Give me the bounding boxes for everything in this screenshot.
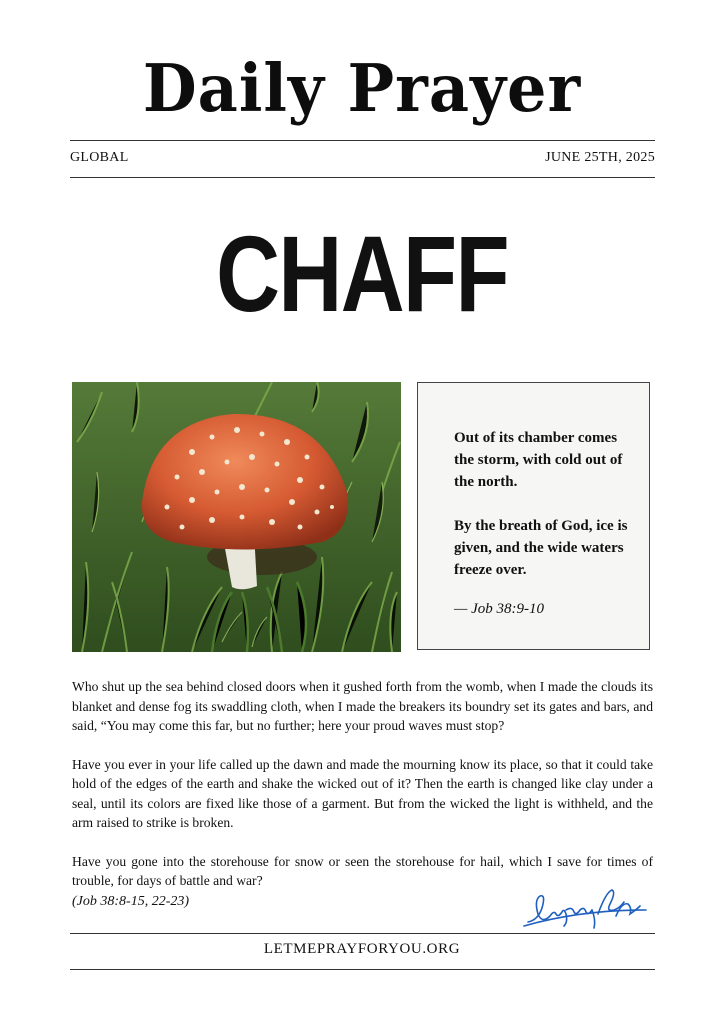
body-text (72, 677, 653, 910)
footer-bottom-divider (70, 969, 655, 970)
mushroom-illustration (72, 382, 401, 652)
quote-text (454, 427, 634, 603)
body-paragraph-3: Have you gone into the storehouse for snow or seen the storehouse for hail, which I save for times of trouble, for days of battle and war? (72, 853, 653, 888)
website-link[interactable]: LETMEPRAYFORYOU.ORG (263, 941, 461, 957)
quote-stanza-1: Out of its chamber comes the storm, with cold out of the north. (454, 430, 623, 490)
body-paragraph-1: Who shut up the sea behind closed doors when it gushed forth from the womb, when I made the clouds its blanket and dense fog its swaddling cloth, when I made the breakers its boundry set its gates and bars, and said, “You may come this far, but no further; here your proud waves must stop? (72, 679, 653, 733)
top-divider (70, 140, 655, 141)
quote-stanza-2: By the breath of God, ice is given, and the wide waters freeze over. (454, 518, 628, 578)
masthead-title: Daily Prayer (142, 50, 582, 127)
footer-top-divider (70, 933, 655, 934)
headline: CHAFF (216, 213, 508, 334)
meta-divider (70, 177, 655, 178)
body-paragraph-2: Have you ever in your life called up the dawn and made the mourning know its place, so that it could take hold of the edges of the earth and shake the wicked out of it? Then the earth is changed like clay under a seal, until its colors are fixed like those of a garment. But from the wicked the light is withheld, and the arm raised to strike is broken. (72, 756, 653, 830)
region-label: GLOBAL (70, 150, 129, 165)
scripture-reference: (Job 38:8-15, 22-23) (72, 894, 190, 909)
date-label: JUNE 25TH, 2025 (545, 150, 655, 165)
scripture-quote-box (417, 382, 650, 650)
quote-citation: — Job 38:9-10 (454, 601, 544, 617)
signature (520, 880, 650, 930)
mushroom-photo (72, 382, 401, 652)
